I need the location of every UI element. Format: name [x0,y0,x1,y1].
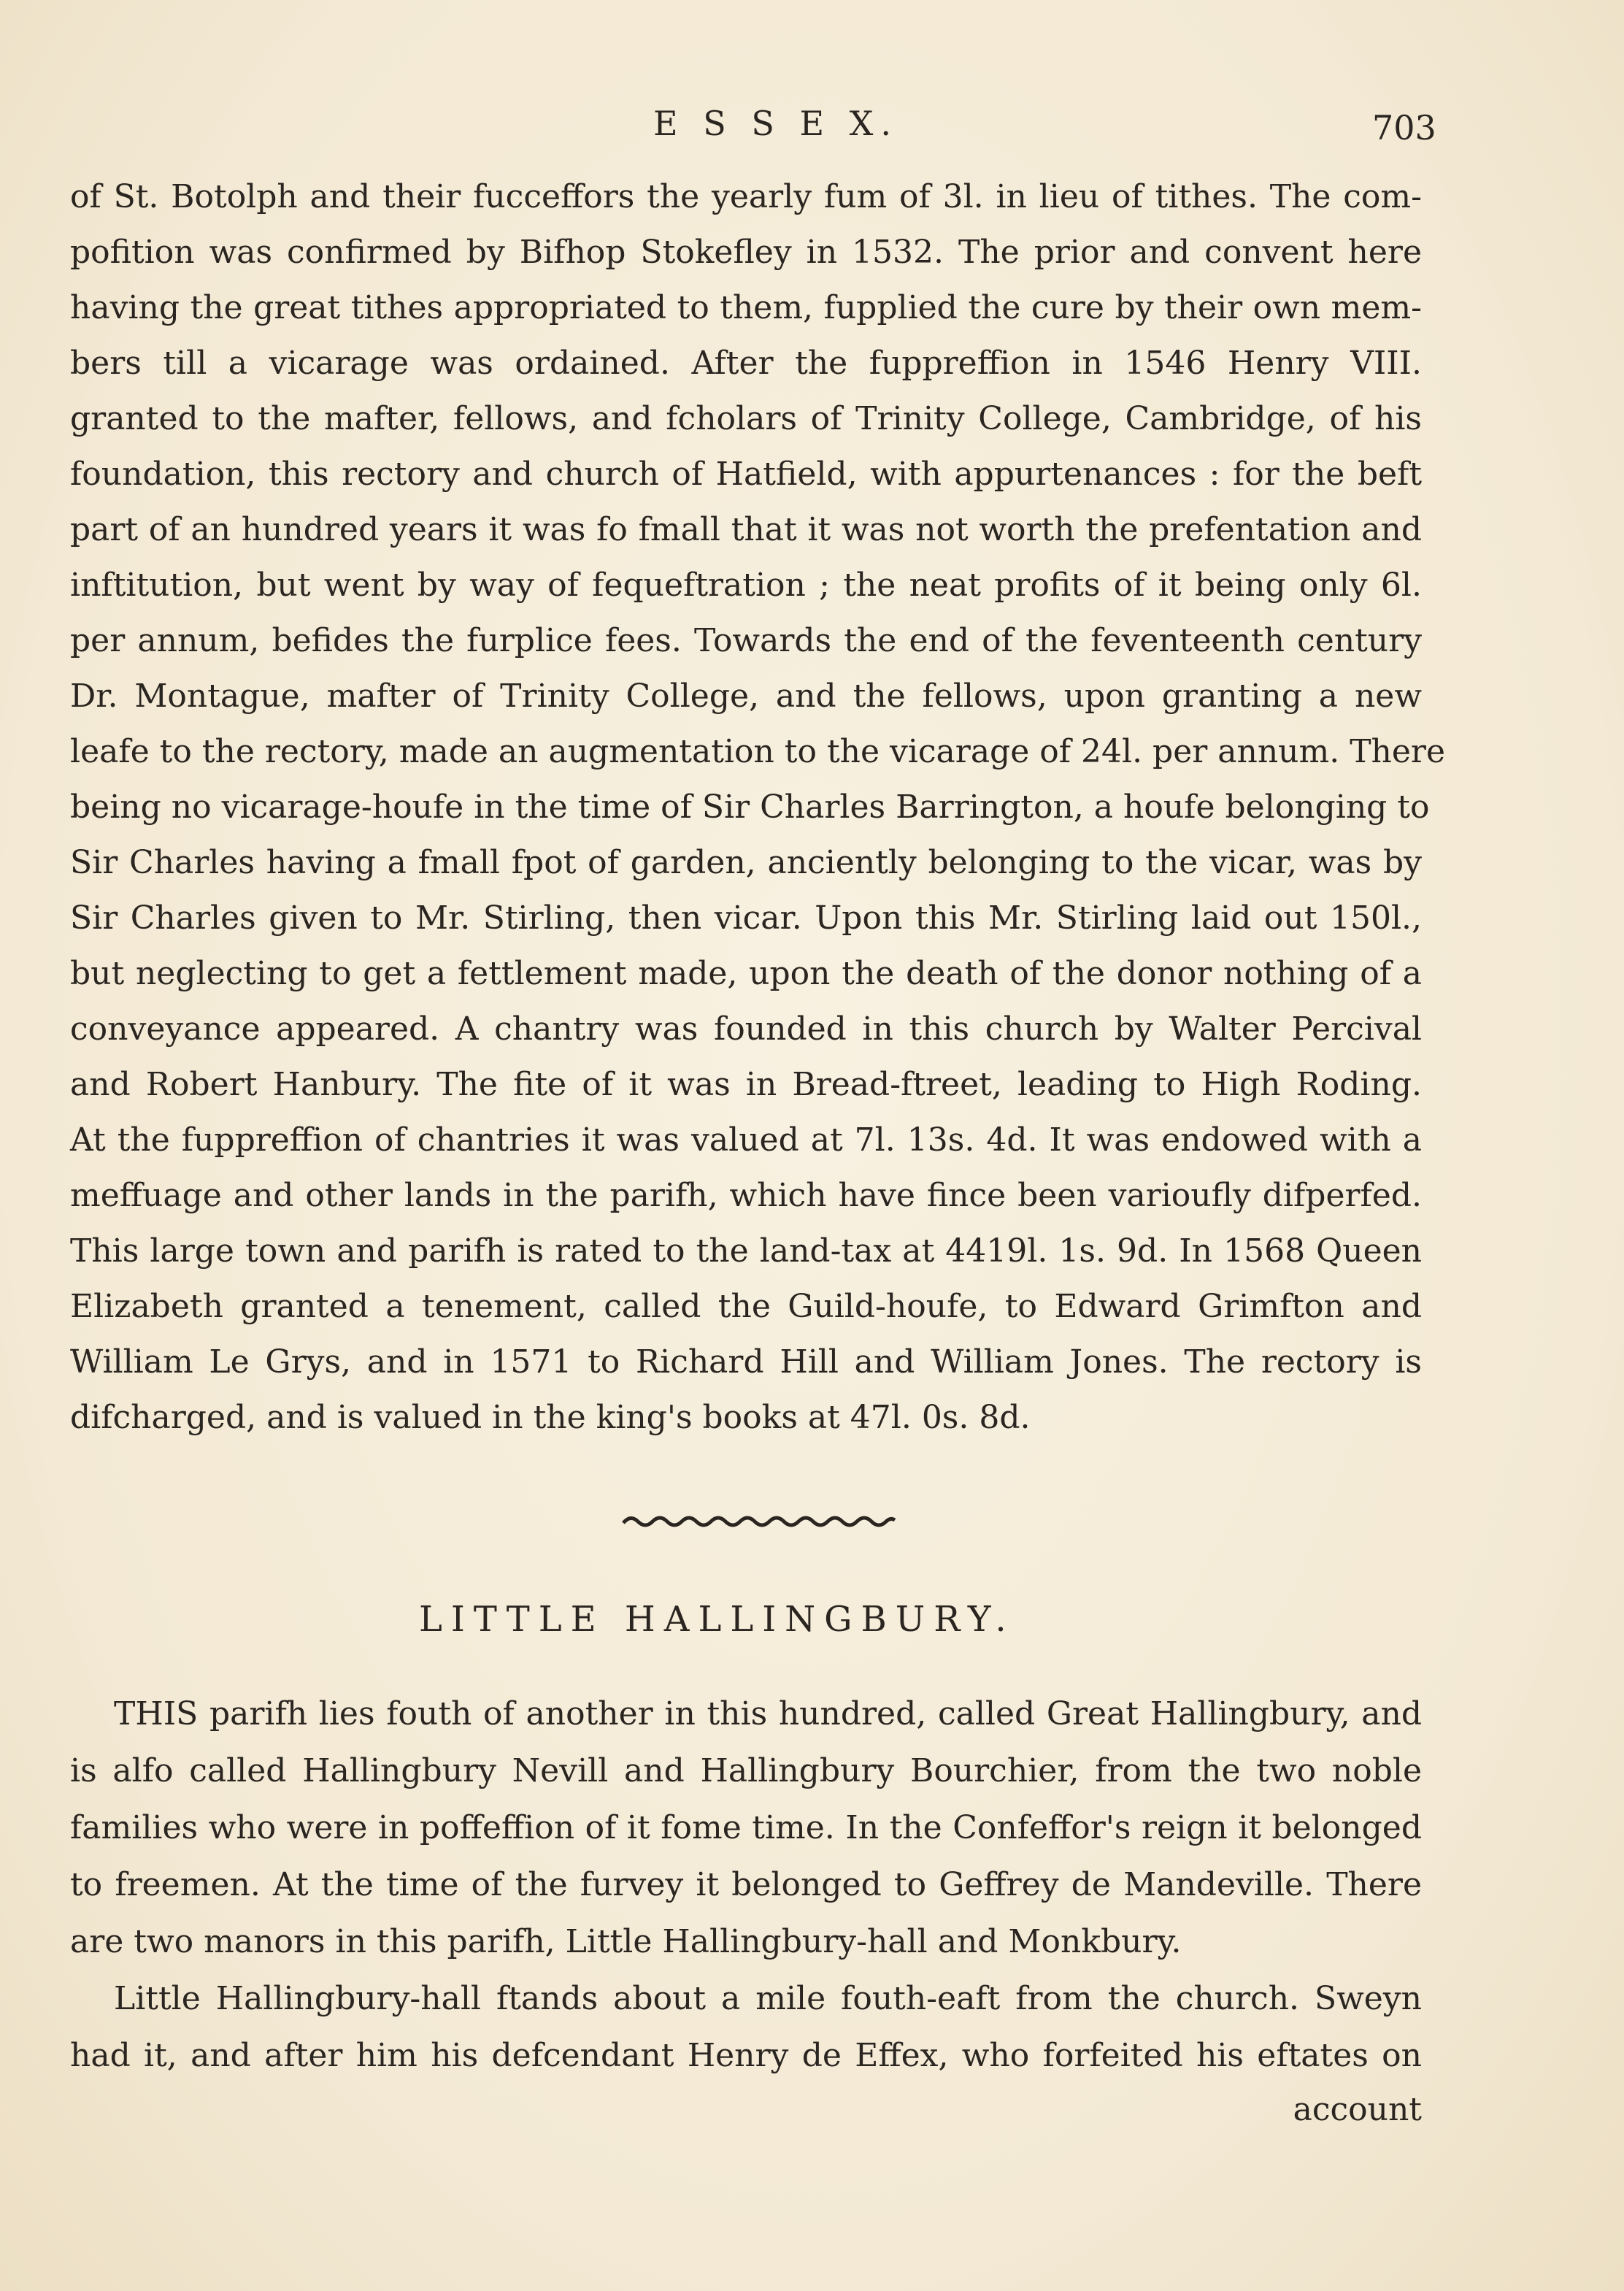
text-line: per annum, befides the furplice fees. Towards the end of the feventeenth century [70,622,1422,659]
text-line: are two manors in this parifh, Little Hallingbury-hall and Monkbury. [70,1923,1182,1960]
text-line: families who were in poffeffion of it fome time. In the Confeffor's reign it belonged [70,1809,1422,1846]
text-line: having the great tithes appropriated to them, fupplied the cure by their own mem- [70,289,1422,326]
running-head: E S S E X. [653,104,899,143]
text-line: is alfo called Hallingbury Nevill and Hallingbury Bourchier, from the two noble [70,1752,1422,1789]
text-line: part of an hundred years it was fo fmall that it was not worth the prefentation and [70,511,1422,548]
text-line: Little Hallingbury-hall ftands about a mile fouth-eaft from the church. Sweyn [114,1980,1422,2017]
text-line: This large town and parifh is rated to the land-tax at 4419l. 1s. 9d. In 1568 Queen [70,1232,1422,1270]
text-line: leafe to the rectory, made an augmentation to the vicarage of 24l. per annum. There [70,733,1446,770]
text-line: and Robert Hanbury. The fite of it was in Bread-ftreet, leading to High Roding. [70,1066,1422,1103]
text-line: At the fuppreffion of chantries it was valued at 7l. 13s. 4d. It was endowed with a [70,1121,1422,1159]
text-line: Sir Charles having a fmall fpot of garden, anciently belonging to the vicar, was by [70,844,1422,881]
text-line: had it, and after him his defcendant Henry de Effex, who forfeited his eftates on [70,2037,1422,2074]
text-line: pofition was confirmed by Bifhop Stokefley in 1532. The prior and convent here [70,234,1422,271]
text-line: Elizabeth granted a tenement, called the Guild-houfe, to Edward Grimfton and [70,1288,1422,1325]
section-title: LITTLE HALLINGBURY. [419,1599,1015,1640]
page-number: 703 [1372,108,1436,147]
text-line: being no vicarage-houfe in the time of Sir Charles Barrington, a houfe belonging to [70,788,1430,826]
text-line: THIS parifh lies fouth of another in this hundred, called Great Hallingbury, and [114,1695,1422,1732]
text-line: inftitution, but went by way of fequeftration ; the neat profits of it being only 6l. [70,567,1422,604]
text-line: bers till a vicarage was ordained. After the fuppreffion in 1546 Henry VIII. [70,345,1422,382]
text-line: but neglecting to get a fettlement made, upon the death of the donor nothing of a [70,955,1422,992]
catchword: account [1293,2091,1422,2128]
text-line: Sir Charles given to Mr. Stirling, then vicar. Upon this Mr. Stirling laid out 150l., [70,899,1422,937]
text-line: conveyance appeared. A chantry was founded in this church by Walter Percival [70,1010,1422,1048]
text-line: foundation, this rectory and church of Hatfield, with appurtenances : for the beft [70,456,1422,493]
text-line: granted to the mafter, fellows, and fcholars of Trinity College, Cambridge, of his [70,400,1422,437]
text-line: of St. Botolph and their fucceffors the yearly fum of 3l. in lieu of tithes. The com- [70,178,1422,215]
text-line: to freemen. At the time of the furvey it belonged to Geffrey de Mandeville. There [70,1866,1422,1903]
text-line: Dr. Montague, mafter of Trinity College, and the fellows, upon granting a new [70,678,1422,715]
text-line: William Le Grys, and in 1571 to Richard Hill and William Jones. The rectory is [70,1343,1422,1381]
ornament-divider [620,1511,898,1529]
text-line: meffuage and other lands in the parifh, which have fince been varioufly difperfed. [70,1177,1422,1214]
text-line: difcharged, and is valued in the king's books at 47l. 0s. 8d. [70,1399,1031,1436]
